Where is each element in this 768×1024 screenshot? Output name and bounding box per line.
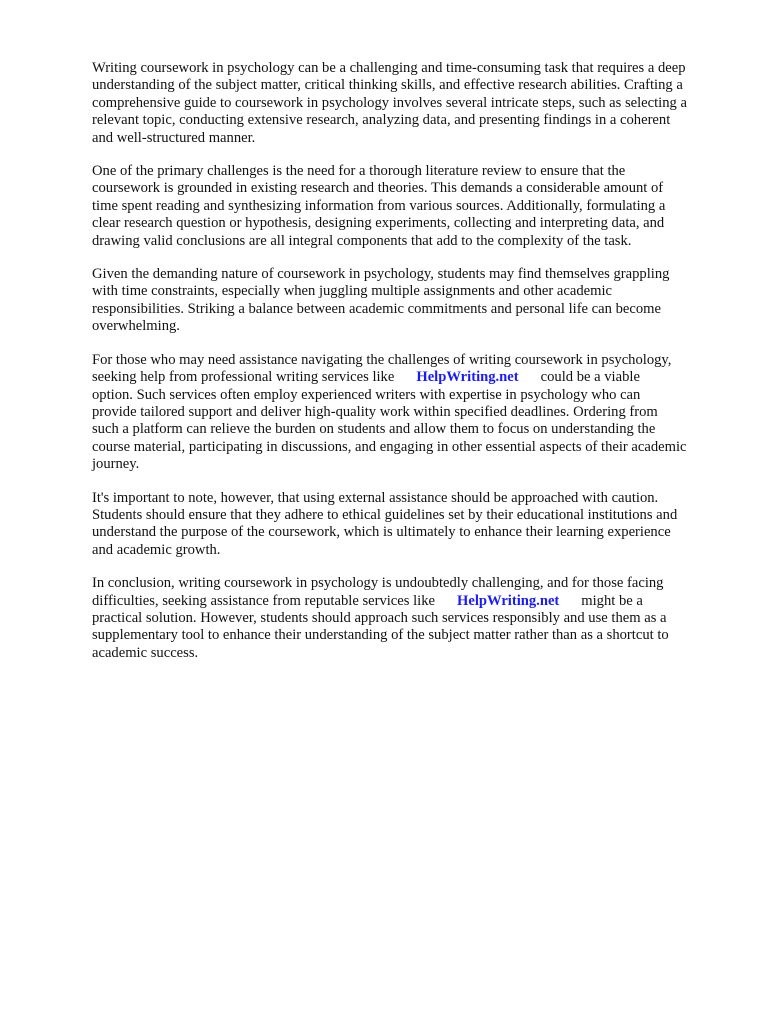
text-line-with-link — [92, 593, 732, 610]
text-line: understand the purpose of the coursework, which is ultimately to enhance their learning experience — [92, 524, 671, 541]
text-line: and well-structured manner. — [92, 129, 256, 146]
text-line: such a platform can relieve the burden on students and allow them to focus on understanding the — [92, 421, 656, 438]
text-line: Students should ensure that they adhere to ethical guidelines set by their educational institutions and — [92, 506, 678, 523]
text-line: practical solution. However, students should approach such services responsibly and use them as a — [92, 609, 667, 626]
text-line: Writing coursework in psychology can be a challenging and time-consuming task that requires a deep — [92, 60, 686, 76]
text-line-with-link — [92, 369, 732, 386]
text-line: drawing valid conclusions are all integral components that add to the complexity of the task. — [92, 232, 632, 249]
text-line: For those who may need assistance navigating the challenges of writing coursework in psychology, — [92, 351, 672, 368]
text-line: comprehensive guide to coursework in psychology involves several intricate steps, such as selecting a — [92, 94, 687, 111]
text-line: responsibilities. Striking a balance between academic commitments and personal life can become — [92, 300, 661, 317]
text-line: coursework is grounded in existing research and theories. This demands a considerable amount of — [92, 180, 664, 197]
text-line: In conclusion, writing coursework in psychology is undoubtedly challenging, and for those facing — [92, 575, 664, 592]
paragraph-conclusion — [92, 575, 732, 662]
text-fragment: difficulties, seeking assistance from reputable services like — [92, 592, 435, 609]
text-line: It's important to note, however, that using external assistance should be approached with caution. — [92, 489, 659, 506]
helpwriting-link[interactable]: HelpWriting.net — [456, 592, 560, 609]
text-line: with time constraints, especially when juggling multiple assignments and other academic — [92, 283, 612, 300]
text-fragment: seeking help from professional writing services like — [92, 369, 395, 386]
text-line: and academic growth. — [92, 541, 221, 558]
text-line: time spent reading and synthesizing information from various sources. Additionally, formulating a — [92, 197, 666, 214]
paragraph-intro — [92, 60, 732, 147]
text-line: provide tailored support and deliver high-quality work within specified deadlines. Ordering from — [92, 403, 658, 420]
paragraph-caution — [92, 490, 732, 560]
text-line: One of the primary challenges is the need for a thorough literature review to ensure that the — [92, 163, 626, 180]
helpwriting-link[interactable]: HelpWriting.net — [416, 369, 519, 386]
document-body — [92, 60, 732, 678]
text-line: academic success. — [92, 644, 199, 661]
text-fragment: might be a — [581, 592, 643, 609]
paragraph-time-constraints — [92, 266, 732, 336]
paragraph-assistance — [92, 352, 732, 474]
text-line: course material, participating in discussions, and engaging in other essential aspects of their academic — [92, 438, 687, 455]
text-fragment: could be a viable — [540, 369, 640, 386]
text-line: supplementary tool to enhance their understanding of the subject matter rather than as a shortcut to — [92, 627, 669, 644]
paragraph-challenges — [92, 163, 732, 250]
text-line: understanding of the subject matter, critical thinking skills, and effective research abilities. Crafting a — [92, 77, 683, 94]
text-line: option. Such services often employ experienced writers with expertise in psychology who can — [92, 386, 641, 403]
text-line: journey. — [92, 456, 140, 473]
text-line: overwhelming. — [92, 318, 180, 335]
text-line: Given the demanding nature of coursework in psychology, students may find themselves grappling — [92, 266, 670, 283]
text-line: relevant topic, conducting extensive research, analyzing data, and presenting findings in a coherent — [92, 112, 671, 129]
text-line: clear research question or hypothesis, designing experiments, collecting and interpreting data, and — [92, 215, 665, 232]
